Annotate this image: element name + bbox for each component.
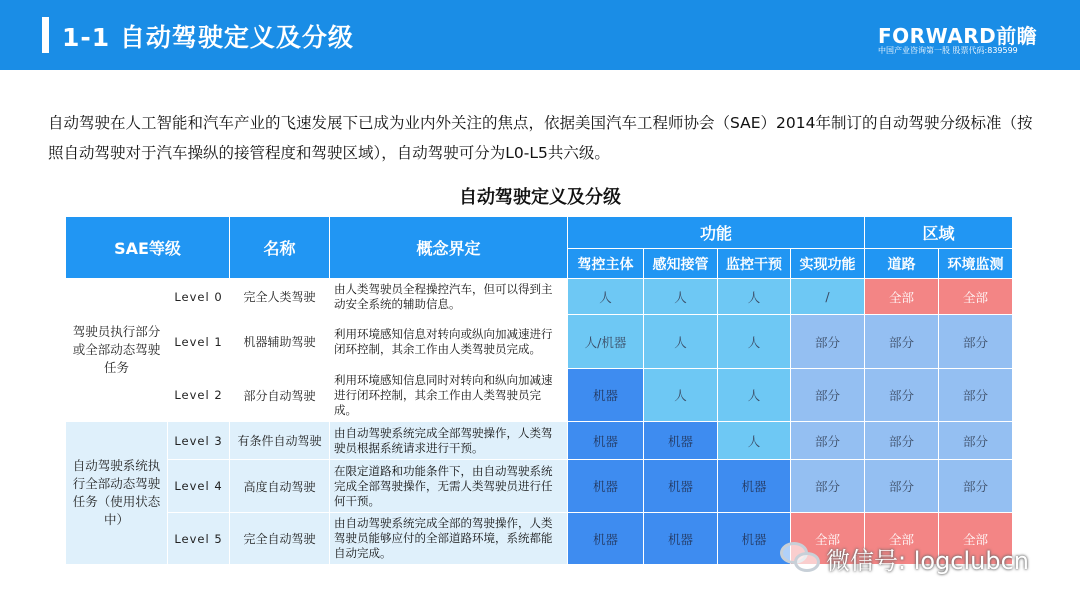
value-cell: 部分: [865, 315, 939, 369]
level-name: 完全人类驾驶: [230, 279, 330, 315]
wechat-id-text: 微信号: logclubcn: [826, 546, 1030, 575]
level-description: 由自动驾驶系统完成全部驾驶操作，人类驾驶员根据系统请求进行干预。: [330, 422, 568, 460]
wechat-watermark: [780, 538, 1029, 578]
value-cell: 全部: [791, 513, 865, 565]
value-cell: 机器: [718, 513, 791, 565]
group-driver-executes: 驾驶员执行部分或全部动态驾驶任务: [66, 279, 168, 422]
level-description: 由人类驾驶员全程操控汽车，但可以得到主动安全系统的辅助信息。: [330, 279, 568, 315]
value-cell: 人: [718, 315, 791, 369]
header-name: 名称: [230, 217, 330, 279]
value-cell: 机器: [644, 513, 718, 565]
value-cell: 机器: [568, 369, 644, 422]
value-cell: 全部: [865, 279, 939, 315]
level-description: 利用环境感知信息对转向或纵向加减速进行闭环控制，其余工作由人类驾驶员完成。: [330, 315, 568, 369]
value-cell: 部分: [939, 460, 1013, 513]
value-cell: 部分: [865, 369, 939, 422]
value-cell: 机器: [644, 460, 718, 513]
logo-subtitle: 中国产业咨询第一股 股票代码:839599: [878, 46, 1018, 55]
header-accent-bar: [42, 17, 49, 53]
value-cell: 部分: [865, 422, 939, 460]
value-cell: 部分: [791, 315, 865, 369]
level-label: Level 1: [168, 315, 230, 369]
value-cell: 人/机器: [568, 315, 644, 369]
value-cell: 人: [718, 369, 791, 422]
header-road: 道路: [865, 249, 939, 279]
value-cell: 部分: [939, 422, 1013, 460]
value-cell: 全部: [939, 513, 1013, 565]
value-cell: 全部: [939, 279, 1013, 315]
header-function: 功能: [568, 217, 865, 249]
value-cell: 全部: [865, 513, 939, 565]
value-cell: 部分: [865, 460, 939, 513]
value-cell: 人: [568, 279, 644, 315]
value-cell: 人: [644, 369, 718, 422]
page-title: 1-1 自动驾驶定义及分级: [62, 23, 354, 52]
header-banner: [0, 0, 1080, 70]
level-name: 高度自动驾驶: [230, 460, 330, 513]
level-name: 部分自动驾驶: [230, 369, 330, 422]
value-cell: 机器: [568, 460, 644, 513]
value-cell: 机器: [718, 460, 791, 513]
level-description: 利用环境感知信息同时对转向和纵向加减速进行闭环控制，其余工作由人类驾驶员完成。: [330, 369, 568, 422]
level-label: Level 5: [168, 513, 230, 565]
header-env-monitor: 环境监测: [939, 249, 1013, 279]
value-cell: 人: [644, 279, 718, 315]
value-cell: 机器: [568, 513, 644, 565]
value-cell: 部分: [791, 460, 865, 513]
level-description: 由自动驾驶系统完成全部的驾驶操作，人类驾驶员能够应付的全部道路环境，系统都能自动完成。: [330, 513, 568, 565]
level-label: Level 0: [168, 279, 230, 315]
value-cell: 机器: [644, 422, 718, 460]
level-name: 有条件自动驾驶: [230, 422, 330, 460]
level-label: Level 2: [168, 369, 230, 422]
forward-logo: FORWARD前瞻: [878, 24, 1038, 48]
intro-paragraph: 自动驾驶在人工智能和汽车产业的飞速发展下已成为业内外关注的焦点，依据美国汽车工程师协会（SAE）2014年制订的自动驾驶分级标准（按照自动驾驶对于汽车操纵的接管程度和驾驶区域），自动驾驶可分为L0-L5共六级。: [48, 114, 1033, 162]
header-sae-level: SAE等级: [66, 217, 230, 279]
wechat-icon: [780, 540, 822, 576]
value-cell: 部分: [939, 315, 1013, 369]
value-cell: 部分: [791, 422, 865, 460]
header-monitor-intervene: 监控干预: [718, 249, 791, 279]
header-realize-function: 实现功能: [791, 249, 865, 279]
header-domain: 区域: [865, 217, 1013, 249]
level-name: 完全自动驾驶: [230, 513, 330, 565]
table-title: 自动驾驶定义及分级: [459, 187, 621, 208]
value-cell: 人: [644, 315, 718, 369]
level-label: Level 3: [168, 422, 230, 460]
header-control-subject: 驾控主体: [568, 249, 644, 279]
header-perception-takeover: 感知接管: [644, 249, 718, 279]
header-definition: 概念界定: [330, 217, 568, 279]
value-cell: 部分: [791, 369, 865, 422]
value-cell: 人: [718, 279, 791, 315]
value-cell: 机器: [568, 422, 644, 460]
value-cell: 人: [718, 422, 791, 460]
level-name: 机器辅助驾驶: [230, 315, 330, 369]
level-description: 在限定道路和功能条件下，由自动驾驶系统完成全部驾驶操作，无需人类驾驶员进行任何干预。: [330, 460, 568, 513]
group-system-executes: 自动驾驶系统执行全部动态驾驶任务（使用状态中）: [66, 422, 168, 565]
value-cell: /: [791, 279, 865, 315]
level-label: Level 4: [168, 460, 230, 513]
value-cell: 部分: [939, 369, 1013, 422]
